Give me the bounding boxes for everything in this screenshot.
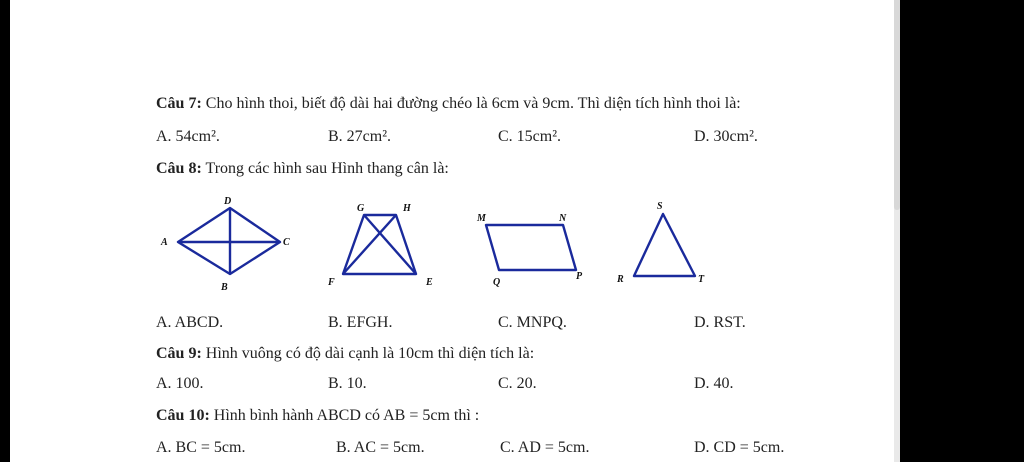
label-g: G bbox=[357, 203, 365, 214]
label-m: M bbox=[477, 213, 486, 224]
parallelogram-figure bbox=[475, 205, 595, 295]
label-f: F bbox=[328, 277, 335, 288]
q9-option-c: C. 20. bbox=[498, 375, 537, 392]
question-9 bbox=[156, 345, 534, 363]
q10-option-d: D. CD = 5cm. bbox=[694, 439, 785, 456]
triangle-shape bbox=[634, 214, 695, 276]
label-h: H bbox=[403, 203, 411, 214]
label-t: T bbox=[698, 274, 705, 285]
label-e: E bbox=[426, 277, 433, 288]
triangle-figure bbox=[610, 195, 720, 295]
question-10-label: Câu 10: bbox=[156, 407, 210, 424]
scrollbar-thumb[interactable] bbox=[894, 0, 900, 210]
question-7-text: Cho hình thoi, biết độ dài hai đường chéo là 6cm và 9cm. Thì diện tích hình thoi là: bbox=[205, 95, 741, 112]
parallelogram-shape bbox=[486, 225, 576, 270]
label-c: C bbox=[283, 237, 290, 248]
trapezoid-diagonal-hf bbox=[343, 215, 396, 274]
question-7-label: Câu 7: bbox=[156, 95, 202, 112]
q9-option-d: D. 40. bbox=[694, 375, 734, 392]
rhombus-figure bbox=[155, 195, 295, 300]
label-n: N bbox=[559, 213, 567, 224]
label-s: S bbox=[657, 201, 663, 212]
question-9-label: Câu 9: bbox=[156, 345, 202, 362]
label-r: R bbox=[617, 274, 624, 285]
trapezoid-figure bbox=[325, 198, 435, 298]
question-7 bbox=[156, 95, 741, 113]
q8-option-b: B. EFGH. bbox=[328, 314, 393, 331]
q9-option-b: B. 10. bbox=[328, 375, 367, 392]
label-b: B bbox=[221, 282, 228, 293]
trapezoid-shape bbox=[343, 215, 416, 274]
q8-option-d: D. RST. bbox=[694, 314, 746, 331]
label-p: P bbox=[576, 271, 583, 282]
q10-option-a: A. BC = 5cm. bbox=[156, 439, 246, 456]
q10-option-c: C. AD = 5cm. bbox=[500, 439, 590, 456]
q8-option-a: A. ABCD. bbox=[156, 314, 224, 331]
document-page bbox=[10, 0, 894, 462]
q7-option-d: D. 30cm². bbox=[694, 128, 758, 145]
q10-option-b: B. AC = 5cm. bbox=[336, 439, 425, 456]
q7-option-c: C. 15cm². bbox=[498, 128, 562, 145]
vertical-scrollbar[interactable] bbox=[894, 0, 900, 462]
label-a: A bbox=[161, 237, 168, 248]
question-8-label: Câu 8: bbox=[156, 160, 202, 177]
q7-option-a: A. 54cm². bbox=[156, 128, 220, 145]
question-8 bbox=[156, 160, 449, 178]
q7-option-b: B. 27cm². bbox=[328, 128, 392, 145]
question-8-text: Trong các hình sau Hình thang cân là: bbox=[205, 160, 449, 177]
question-10-text: Hình bình hành ABCD có AB = 5cm thì : bbox=[213, 407, 480, 424]
question-10 bbox=[156, 407, 479, 425]
question-9-text: Hình vuông có độ dài cạnh là 10cm thì diện tích là: bbox=[205, 345, 535, 362]
q9-option-a: A. 100. bbox=[156, 375, 204, 392]
label-q: Q bbox=[493, 277, 501, 288]
label-d: D bbox=[224, 196, 232, 207]
q8-option-c: C. MNPQ. bbox=[498, 314, 567, 331]
trapezoid-diagonal-ge bbox=[364, 215, 416, 274]
